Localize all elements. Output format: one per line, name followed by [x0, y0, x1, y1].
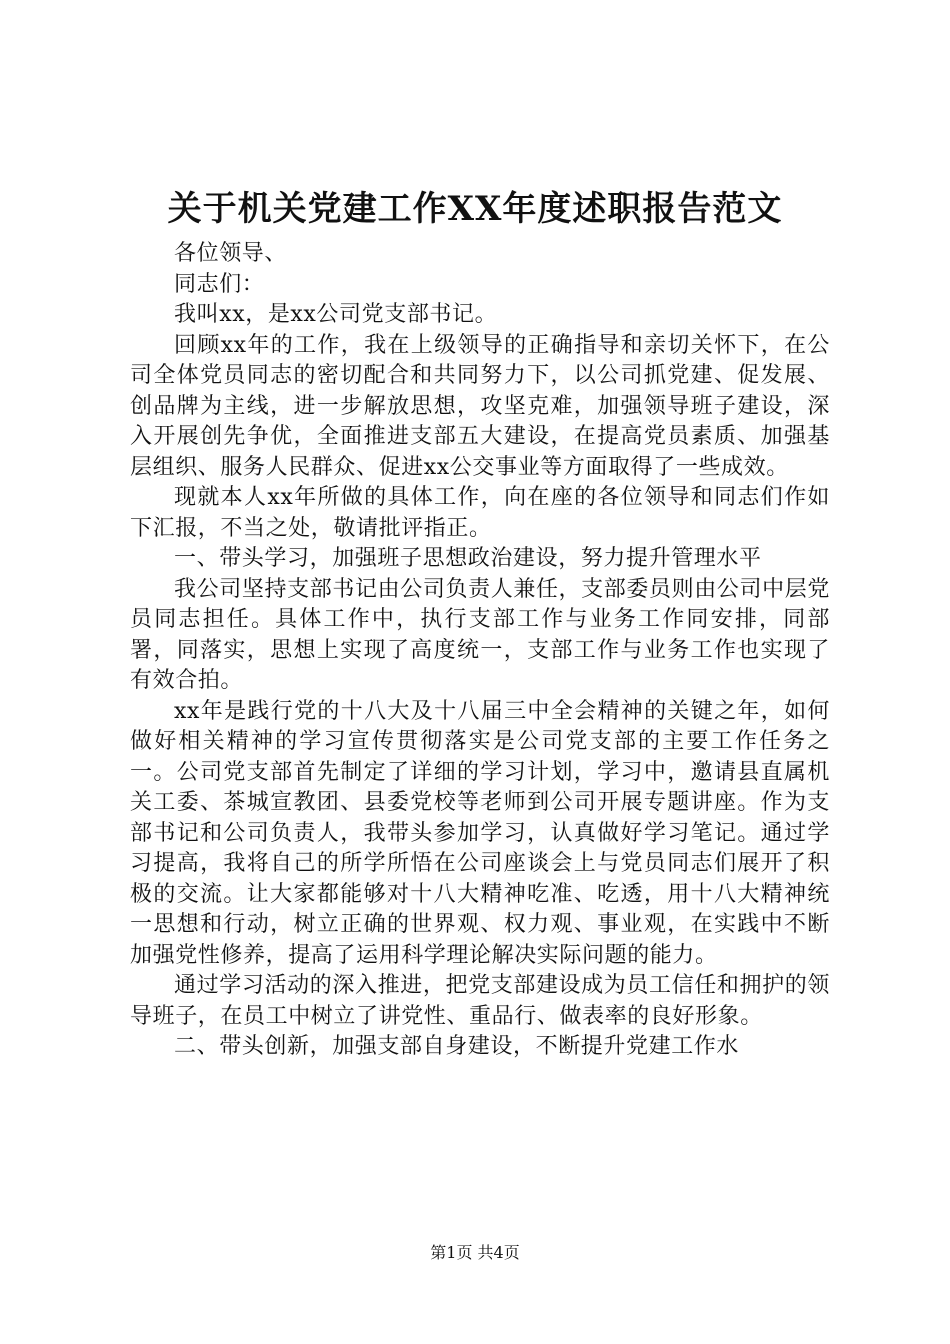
section-heading-2: 二、带头创新，加强支部自身建设，不断提升党建工作水 [174, 1034, 740, 1059]
paragraph-introduction: 我叫xx，是xx公司党支部书记。 [174, 302, 498, 327]
page-number-footer: 第1页 共4页 [430, 1243, 520, 1262]
paragraph-review: 回顾xx年的工作，我在上级领导的正确指导和亲切关怀下，在公司全体党员同志的密切配合和共同努力下，以公司抓党建、促发展、创品牌为主线，进一步解放思想，攻坚克难，加强领导班子建设，深入开展创先争优，全面推进支部五大建设，在提高党员素质、加强基层组织、服务人民群众、促进xx公交事业等方面取得了一些成效。 [130, 332, 830, 480]
paragraph-study-plan: xx年是践行党的十八大及十八届三中全会精神的关键之年，如何做好相关精神的学习宣传贯彻落实是公司党支部的主要工作任务之一。公司党支部首先制定了详细的学习计划，学习中，邀请县直属机关工委、茶城宣教团、县委党校等老师到公司开展专题讲座。作为支部书记和公司负责人，我带头参加学习，认真做好学习笔记。通过学习提高，我将自己的所学所悟在公司座谈会上与党员同志们展开了积极的交流。让大家都能够对十八大精神吃准、吃透，用十八大精神统一思想和行动，树立正确的世界观、权力观、事业观，在实践中不断加强党性修养，提高了运用科学理论解决实际问题的能力。 [130, 698, 830, 968]
paragraph-study-results: 通过学习活动的深入推进，把党支部建设成为员工信任和拥护的领导班子，在员工中树立了讲党性、重品行、做表率的良好形象。 [130, 973, 830, 1029]
salutation-leaders: 各位领导、 [174, 241, 288, 266]
paragraph-report-intro: 现就本人xx年所做的具体工作，向在座的各位领导和同志们作如下汇报，不当之处，敬请批评指正。 [130, 485, 830, 541]
document-title: 关于机关党建工作XX年度述职报告范文 [167, 189, 783, 229]
document-body [130, 239, 830, 1063]
salutation-comrades: 同志们： [174, 271, 265, 297]
paragraph-branch-structure: 我公司坚持支部书记由公司负责人兼任，支部委员则由公司中层党员同志担任。具体工作中，执行支部工作与业务工作同安排，同部署，同落实，思想上实现了高度统一，支部工作与业务工作也实现了有效合拍。 [130, 576, 830, 693]
section-heading-1: 一、带头学习，加强班子思想政治建设，努力提升管理水平 [174, 546, 762, 571]
